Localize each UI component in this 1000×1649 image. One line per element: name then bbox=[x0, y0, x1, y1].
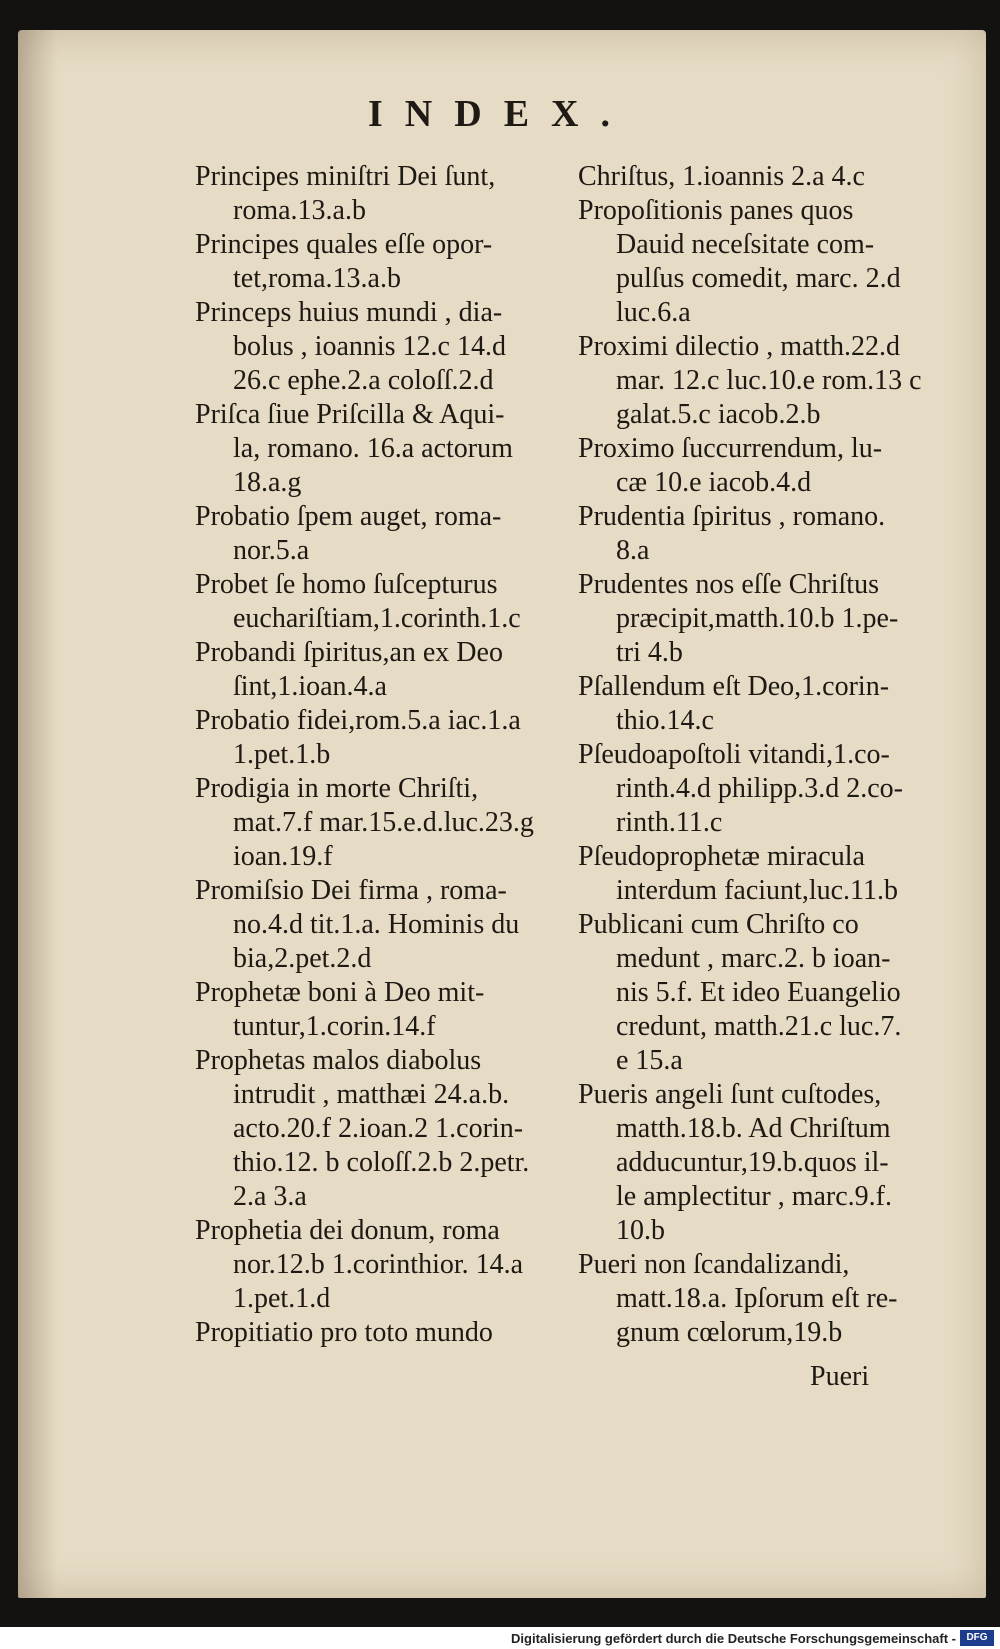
index-entry bbox=[578, 568, 948, 670]
entry-continuation-line: tuntur,1.corin.14.f bbox=[233, 1011, 436, 1042]
entry-continuation-line: matt.18.a. Ipſorum eſt re- bbox=[616, 1283, 898, 1314]
entry-headword-line: Priſca ſiue Priſcilla & Aqui- bbox=[195, 399, 505, 430]
index-entry bbox=[195, 772, 565, 874]
page-gutter-shadow bbox=[18, 30, 58, 1598]
entry-continuation-line: gnum cœlorum,19.b bbox=[616, 1317, 843, 1348]
entry-continuation-line: tri 4.b bbox=[616, 637, 683, 668]
entry-continuation-line: bia,2.pet.2.d bbox=[233, 943, 372, 974]
entry-headword-line: Pſeudoprophetæ miracula bbox=[578, 841, 865, 872]
entry-continuation-line: bolus , ioannis 12.c 14.d bbox=[233, 331, 506, 362]
entry-headword-line: Prodigia in morte Chriſti, bbox=[195, 773, 479, 804]
dfg-logo: DFG bbox=[960, 1630, 994, 1646]
entry-continuation-line: cæ 10.e iacob.4.d bbox=[616, 467, 812, 498]
index-entry bbox=[195, 500, 565, 568]
entry-continuation-line: rinth.11.c bbox=[616, 807, 723, 838]
entry-continuation-line: intrudit , matthæi 24.a.b. bbox=[233, 1079, 510, 1110]
entry-headword-line: Probatio fidei,rom.5.a iac.1.a bbox=[195, 705, 521, 736]
entry-headword-line: Propoſitionis panes quos bbox=[578, 195, 854, 226]
entry-continuation-line: le amplectitur , marc.9.f. bbox=[616, 1181, 892, 1212]
entry-headword-line: Principes miniſtri Dei ſunt, bbox=[195, 161, 496, 192]
entry-headword-line: Promiſsio Dei firma , roma- bbox=[195, 875, 507, 906]
entry-continuation-line: no.4.d tit.1.a. Hominis du bbox=[233, 909, 520, 940]
index-entry bbox=[195, 1214, 565, 1316]
entry-continuation-line: thio.14.c bbox=[616, 705, 714, 736]
entry-continuation-line: nis 5.f. Et ideo Euangelio bbox=[616, 977, 901, 1008]
entry-continuation-line: luc.6.a bbox=[616, 297, 691, 328]
entry-continuation-line: præcipit,matth.10.b 1.pe- bbox=[616, 603, 899, 634]
entry-continuation-line: 2.a 3.a bbox=[233, 1181, 307, 1212]
index-entry bbox=[195, 160, 565, 228]
index-column-right bbox=[578, 160, 948, 1350]
entry-headword-line: Probet ſe homo ſuſcepturus bbox=[195, 569, 498, 600]
index-entry bbox=[195, 398, 565, 500]
entry-headword-line: Pueri non ſcandalizandi, bbox=[578, 1249, 850, 1280]
entry-continuation-line: ioan.19.f bbox=[233, 841, 333, 872]
entry-continuation-line: 26.c ephe.2.a coloſſ.2.d bbox=[233, 365, 494, 396]
entry-continuation-line: 18.a.g bbox=[233, 467, 302, 498]
entry-headword-line: Propitiatio pro toto mundo bbox=[195, 1317, 493, 1348]
entry-continuation-line: mat.7.f mar.15.e.d.luc.23.g bbox=[233, 807, 534, 838]
entry-headword-line: Princeps huius mundi , dia- bbox=[195, 297, 503, 328]
index-entry bbox=[578, 670, 948, 738]
entry-continuation-line: 1.pet.1.d bbox=[233, 1283, 331, 1314]
index-entry bbox=[578, 908, 948, 1078]
entry-continuation-line: tet,roma.13.a.b bbox=[233, 263, 401, 294]
entry-continuation-line: roma.13.a.b bbox=[233, 195, 366, 226]
entry-continuation-line: mar. 12.c luc.10.e rom.13 c bbox=[616, 365, 922, 396]
index-entry bbox=[195, 704, 565, 772]
entry-headword-line: Probatio ſpem auget, roma- bbox=[195, 501, 502, 532]
entry-continuation-line: interdum faciunt,luc.11.b bbox=[616, 875, 898, 906]
entry-continuation-line: adducuntur,19.b.quos il- bbox=[616, 1147, 889, 1178]
index-entry bbox=[195, 296, 565, 398]
footer-credit: Digitalisierung gefördert durch die Deutsche Forschungsgemeinschaft - bbox=[511, 1631, 956, 1646]
index-entry bbox=[195, 1044, 565, 1214]
entry-headword-line: Prudentes nos eſſe Chriſtus bbox=[578, 569, 879, 600]
entry-headword-line: Prophetæ boni à Deo mit- bbox=[195, 977, 485, 1008]
entry-continuation-line: 10.b bbox=[616, 1215, 665, 1246]
index-entry bbox=[195, 1316, 565, 1350]
entry-headword-line: Chriſtus, 1.ioannis 2.a 4.c bbox=[578, 161, 865, 192]
entry-continuation-line: thio.12. b coloſſ.2.b 2.petr. bbox=[233, 1147, 530, 1178]
entry-continuation-line: rinth.4.d philipp.3.d 2.co- bbox=[616, 773, 903, 804]
entry-headword-line: Proximi dilectio , matth.22.d bbox=[578, 331, 900, 362]
index-entry bbox=[578, 500, 948, 568]
entry-headword-line: Pueris angeli ſunt cuſtodes, bbox=[578, 1079, 882, 1110]
index-entry bbox=[578, 432, 948, 500]
entry-headword-line: Pſallendum eſt Deo,1.corin- bbox=[578, 671, 890, 702]
entry-headword-line: Principes quales eſſe opor- bbox=[195, 229, 493, 260]
entry-headword-line: Publicani cum Chriſto co bbox=[578, 909, 859, 940]
entry-continuation-line: e 15.a bbox=[616, 1045, 683, 1076]
entry-continuation-line: pulſus comedit, marc. 2.d bbox=[616, 263, 901, 294]
entry-continuation-line: galat.5.c iacob.2.b bbox=[616, 399, 821, 430]
entry-continuation-line: medunt , marc.2. b ioan- bbox=[616, 943, 891, 974]
index-entry bbox=[578, 194, 948, 330]
entry-continuation-line: euchariſtiam,1.corinth.1.c bbox=[233, 603, 521, 634]
entry-continuation-line: ſint,1.ioan.4.a bbox=[233, 671, 387, 702]
entry-continuation-line: la, romano. 16.a actorum bbox=[233, 433, 513, 464]
entry-continuation-line: nor.5.a bbox=[233, 535, 310, 566]
index-entry bbox=[578, 330, 948, 432]
entry-continuation-line: 1.pet.1.b bbox=[233, 739, 331, 770]
entry-continuation-line: Dauid neceſsitate com- bbox=[616, 229, 875, 260]
index-entry bbox=[195, 568, 565, 636]
index-entry bbox=[195, 228, 565, 296]
index-entry bbox=[195, 976, 565, 1044]
entry-continuation-line: nor.12.b 1.corinthior. 14.a bbox=[233, 1249, 524, 1280]
index-entry bbox=[578, 1078, 948, 1248]
entry-continuation-line: matth.18.b. Ad Chriſtum bbox=[616, 1113, 891, 1144]
entry-continuation-line: credunt, matth.21.c luc.7. bbox=[616, 1011, 902, 1042]
index-entry bbox=[578, 1248, 948, 1350]
index-entry bbox=[578, 160, 948, 194]
page-header: INDEX. bbox=[368, 93, 632, 135]
entry-headword-line: Pſeudoapoſtoli vitandi,1.co- bbox=[578, 739, 890, 770]
entry-continuation-line: acto.20.f 2.ioan.2 1.corin- bbox=[233, 1113, 524, 1144]
index-entry bbox=[195, 874, 565, 976]
catchword: Pueri bbox=[810, 1361, 870, 1392]
entry-headword-line: Prophetas malos diabolus bbox=[195, 1045, 482, 1076]
index-entry bbox=[578, 738, 948, 840]
index-entry bbox=[195, 636, 565, 704]
entry-headword-line: Prophetia dei donum, roma bbox=[195, 1215, 500, 1246]
index-entry bbox=[578, 840, 948, 908]
entry-headword-line: Prudentia ſpiritus , romano. bbox=[578, 501, 886, 532]
entry-continuation-line: 8.a bbox=[616, 535, 650, 566]
footer-bar bbox=[0, 1627, 1000, 1649]
entry-headword-line: Probandi ſpiritus,an ex Deo bbox=[195, 637, 503, 668]
index-column-left bbox=[195, 160, 565, 1350]
entry-headword-line: Proximo ſuccurrendum, lu- bbox=[578, 433, 883, 464]
